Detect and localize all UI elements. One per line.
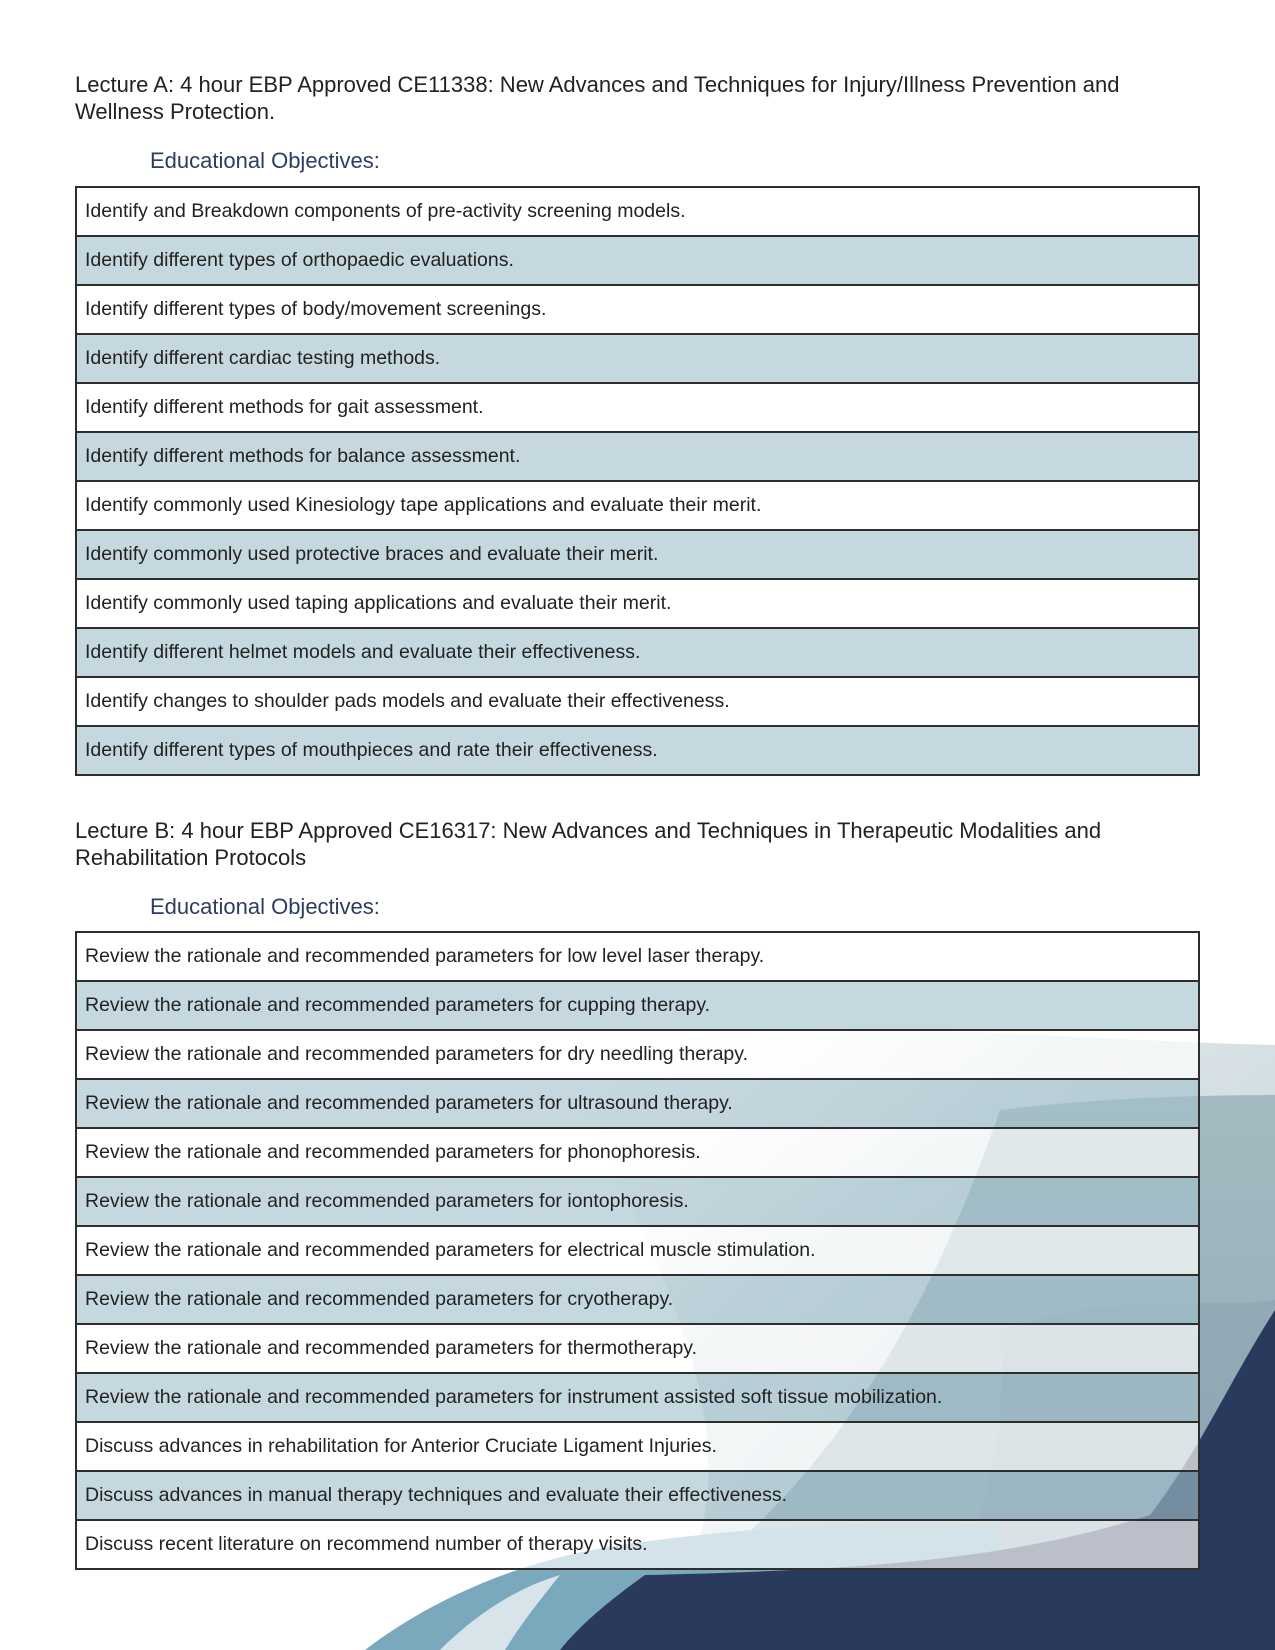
lecture-b-objectives-heading: Educational Objectives: (150, 894, 380, 919)
table-row (76, 1324, 1199, 1373)
objective-item: Identify changes to shoulder pads models and evaluate their effectiveness. (76, 677, 1199, 726)
table-row (76, 579, 1199, 628)
table-row (76, 481, 1199, 530)
table-row (76, 1275, 1199, 1324)
objective-item: Discuss advances in manual therapy techniques and evaluate their effectiveness. (76, 1471, 1199, 1520)
objective-item: Review the rationale and recommended parameters for ultrasound therapy. (76, 1079, 1199, 1128)
table-row (76, 1128, 1199, 1177)
table-row (76, 432, 1199, 481)
objective-item: Identify commonly used taping applications and evaluate their merit. (76, 579, 1199, 628)
objective-item: Review the rationale and recommended parameters for iontophoresis. (76, 1177, 1199, 1226)
lecture-a-title: Lecture A: 4 hour EBP Approved CE11338: New Advances and Techniques for Injury/Illness Prevention and Wellness Protection. (75, 72, 1120, 124)
table-row (76, 383, 1199, 432)
objective-item: Identify different types of body/movement screenings. (76, 285, 1199, 334)
objective-item: Review the rationale and recommended parameters for instrument assisted soft tissue mobilization. (76, 1373, 1199, 1422)
objective-item: Review the rationale and recommended parameters for phonophoresis. (76, 1128, 1199, 1177)
objective-item: Review the rationale and recommended parameters for cupping therapy. (76, 981, 1199, 1030)
objective-item: Identify and Breakdown components of pre-activity screening models. (76, 187, 1199, 236)
objective-item: Identify commonly used Kinesiology tape applications and evaluate their merit. (76, 481, 1199, 530)
table-row (76, 285, 1199, 334)
objective-item: Identify different cardiac testing methods. (76, 334, 1199, 383)
table-row (76, 726, 1199, 775)
table-row (76, 1520, 1199, 1569)
table-row (76, 1373, 1199, 1422)
table-row (76, 236, 1199, 285)
objective-item: Identify commonly used protective braces and evaluate their merit. (76, 530, 1199, 579)
lecture-b-objectives-table (75, 931, 1200, 1570)
lecture-a-objectives-table (75, 186, 1200, 776)
lecture-b-title: Lecture B: 4 hour EBP Approved CE16317: New Advances and Techniques in Therapeutic Modalities and Rehabilitation Protocols (75, 818, 1102, 870)
table-row (76, 981, 1199, 1030)
objective-item: Review the rationale and recommended parameters for thermotherapy. (76, 1324, 1199, 1373)
table-row (76, 628, 1199, 677)
table-row (76, 932, 1199, 981)
table-row (76, 1030, 1199, 1079)
table-row (76, 334, 1199, 383)
objective-item: Identify different types of orthopaedic evaluations. (76, 236, 1199, 285)
table-row (76, 677, 1199, 726)
table-row (76, 1226, 1199, 1275)
objective-item: Identify different methods for gait assessment. (76, 383, 1199, 432)
objective-item: Discuss advances in rehabilitation for Anterior Cruciate Ligament Injuries. (76, 1422, 1199, 1471)
objective-item: Review the rationale and recommended parameters for dry needling therapy. (76, 1030, 1199, 1079)
table-row (76, 530, 1199, 579)
objective-item: Identify different methods for balance assessment. (76, 432, 1199, 481)
objective-item: Discuss recent literature on recommend number of therapy visits. (76, 1520, 1199, 1569)
objective-item: Review the rationale and recommended parameters for electrical muscle stimulation. (76, 1226, 1199, 1275)
objective-item: Review the rationale and recommended parameters for low level laser therapy. (76, 932, 1199, 981)
table-row (76, 1471, 1199, 1520)
table-row (76, 1422, 1199, 1471)
table-row (76, 1177, 1199, 1226)
objective-item: Review the rationale and recommended parameters for cryotherapy. (76, 1275, 1199, 1324)
objective-item: Identify different helmet models and evaluate their effectiveness. (76, 628, 1199, 677)
objective-item: Identify different types of mouthpieces and rate their effectiveness. (76, 726, 1199, 775)
table-row (76, 187, 1199, 236)
lecture-a-objectives-heading: Educational Objectives: (150, 148, 380, 173)
table-row (76, 1079, 1199, 1128)
